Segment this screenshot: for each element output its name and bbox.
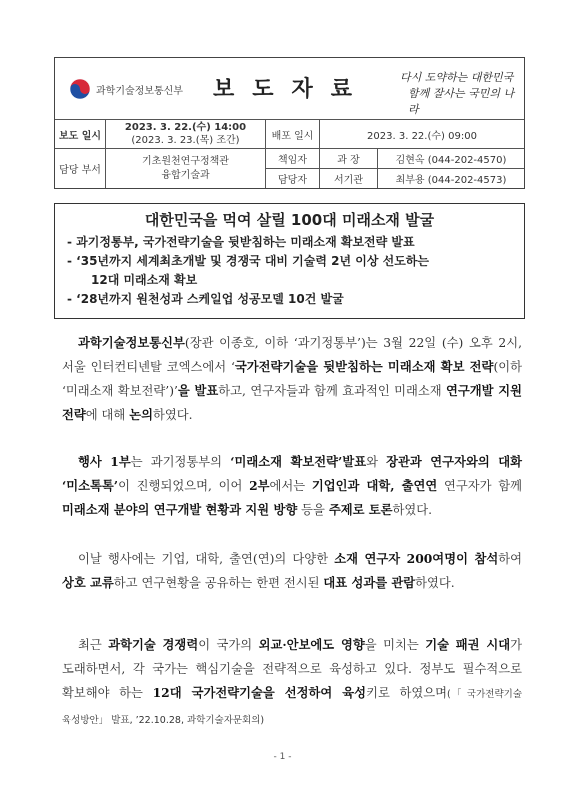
report-date: 2023. 3. 22.(수) 14:00 (2023. 3. 23.(목) 조간) [124,122,247,146]
staff-contact: 최부용 (044-202-4573) [395,175,507,186]
ministry-logo [69,78,183,100]
page-number: - 1 - [273,752,292,762]
reference-note: (「국가전략기술 육성방안」 발표, ’22.10.28, 과학기술자문회의) [62,689,522,726]
press-release-header [54,57,525,189]
dept-label: 담당 부서 [59,165,101,176]
government-slogan: 다시 도약하는 대한민국 함께 잘사는 국민의 나라 [400,71,515,116]
taegeuk-logo-icon [69,78,91,100]
page-title: 보도자료 [213,77,371,102]
paragraph-4: 최근 과학기술 경쟁력이 국가의 외교·안보에도 영향을 미치는 기술 패권 시대가 도래하면서, 각 국가는 핵심기술을 전략적으로 육성하고 있다. 정부도 필수적으로 확보해야 하는 12대 국가전략기술을 선정하여 육성키로 하였으며(「국가전략기술 육성방안」 발표, ’22.10.28, 과학기술자문회의) [62,637,522,726]
resp-label: 책임자 [278,155,307,166]
paragraph-1: 과학기술정보통신부(장관 이종호, 이하 ‘과기정통부’)는 3월 22일 (수) 오후 2시, 서울 인터컨티넨탈 코엑스에서 ‘국가전략기술을 뒷받침하는 미래소재 확보 전략(이하 ‘미래소재 확보전략’)’을 발표하고, 연구자들과 함께 효과적인 미래소재 연구개발 지원 전략에 대해 논의하였다. [62,335,522,422]
staff-label: 담당자 [278,175,307,186]
dist-date-label: 배포 일시 [271,130,314,142]
ministry-name: 과학기술정보통신부 [96,85,183,97]
dept-name: 기초원천연구정책관 융합기술과 [142,155,229,181]
headline-main: 대한민국을 먹여 살릴 100대 미래소재 발굴 [144,211,435,229]
resp-title: 과 장 [337,155,360,166]
headline-box [54,203,525,319]
resp-contact: 김현옥 (044-202-4570) [395,155,507,166]
dist-date: 2023. 3. 22.(수) 09:00 [367,130,477,142]
headline-sub-1: - 과기정통부, 국가전략기술을 뒷받침하는 미래소재 확보전략 발표 [67,235,415,249]
headline-sub-2-cont: 12대 미래소재 확보 [91,273,198,287]
report-date-label: 보도 일시 [58,130,102,142]
headline-sub-2: - ‘35년까지 세계최초개발 및 경쟁국 대비 기술력 2년 이상 선도하는 [67,254,429,268]
paragraph-3: 이날 행사에는 기업, 대학, 출연(연)의 다양한 소재 연구자 200여명이 참석하여 상호 교류하고 연구현황을 공유하는 한편 전시된 대표 성과를 관람하였다. [62,551,522,590]
headline-subpoints [67,233,429,309]
headline-sub-3: - ‘28년까지 원천성과 스케일업 성공모델 10건 발굴 [67,292,344,306]
staff-title: 서기관 [334,175,363,186]
paragraph-2: 행사 1부는 과기정통부의 ‘미래소재 확보전략’발표와 장관과 연구자와의 대화 ‘미소톡톡’이 진행되었으며, 이어 2부에서는 기업인과 대학, 출연연 연구자가 함께 미래소재 분야의 연구개발 현황과 지원 방향 등을 주제로 토론하였다. [62,454,523,517]
